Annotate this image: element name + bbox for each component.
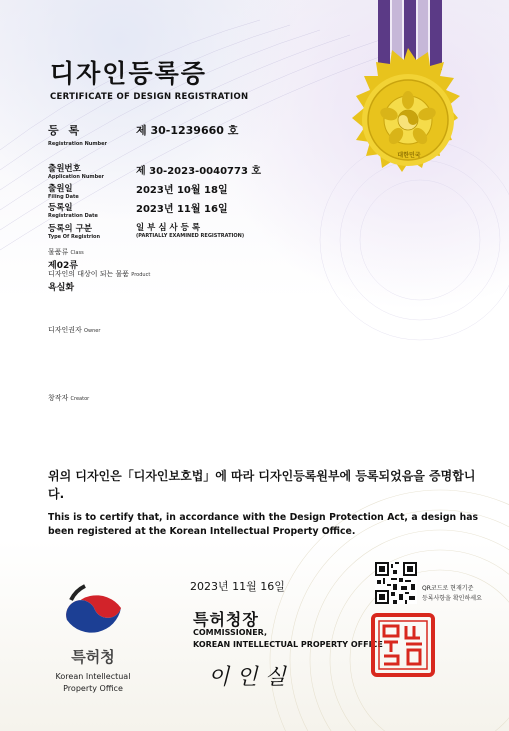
statement-korean: 위의 디자인은「디자인보호법」에 따라 디자인등록원부에 등록되었음을 증명합니다.	[48, 469, 476, 501]
page-subtitle: CERTIFICATE OF DESIGN REGISTRATION	[50, 92, 249, 102]
qr-code-icon[interactable]	[375, 562, 417, 604]
office-title: 특허청장	[193, 610, 259, 629]
field-type-value: 일 부 심 사 등 록 (PARTIALLY EXAMINED REGISTRATION)	[136, 223, 245, 239]
page-title: 디자인등록증	[50, 59, 207, 88]
kipo-name-ko: 특허청	[71, 648, 115, 666]
field-registration-date-value: 2023년 11월 16일	[136, 204, 228, 215]
qr-caption-1: QR코드로 현재기준	[422, 585, 474, 592]
field-filing-value: 2023년 10월 18일	[136, 185, 228, 196]
field-registration-date-label: 등록일 Registration Date	[48, 203, 98, 219]
signature: 이 인 실	[208, 665, 286, 690]
commissioner-line-2: KOREAN INTELLECTUAL PROPERTY OFFICE	[193, 640, 383, 649]
issue-date: 2023년 11월 16일	[190, 580, 285, 593]
registration-number: 제 30-1239660 호	[136, 124, 239, 137]
statement-english: This is to certify that, in accordance with the Design Protection Act, a design has been registered at the Korean Intellectual Property Office.	[48, 512, 478, 537]
product-label: 디자인의 대상이 되는 물품 Product	[48, 270, 151, 278]
class-value: 제02류	[48, 261, 78, 271]
kipo-name-en-1: Korean Intellectual	[55, 672, 131, 681]
field-filing-label: 출원일 Filing Date	[48, 184, 79, 200]
commissioner-line-1: COMMISSIONER,	[193, 628, 268, 637]
qr-caption-2: 등록사항을 확인하세요	[422, 595, 482, 602]
owner-label: 디자인권자 Owner	[48, 326, 101, 334]
field-application-value: 제 30-2023-0040773 호	[136, 166, 262, 177]
product-value: 욕실화	[48, 283, 75, 293]
registration-label: 등 록 Registration Number	[48, 124, 107, 147]
gold-seal-icon	[330, 0, 509, 200]
class-label: 물품류 Class	[48, 248, 84, 256]
field-application-label: 출원번호 Application Number	[48, 164, 105, 180]
creator-label: 창작자 Creator	[48, 394, 90, 402]
field-type-label: 등록의 구분 Type Of Registrion	[48, 224, 101, 240]
seal-text: 대한민국	[397, 152, 421, 159]
kipo-name-en-2: Property Office	[63, 684, 123, 693]
kipo-logo-icon	[55, 578, 131, 644]
official-stamp-icon	[370, 612, 436, 678]
